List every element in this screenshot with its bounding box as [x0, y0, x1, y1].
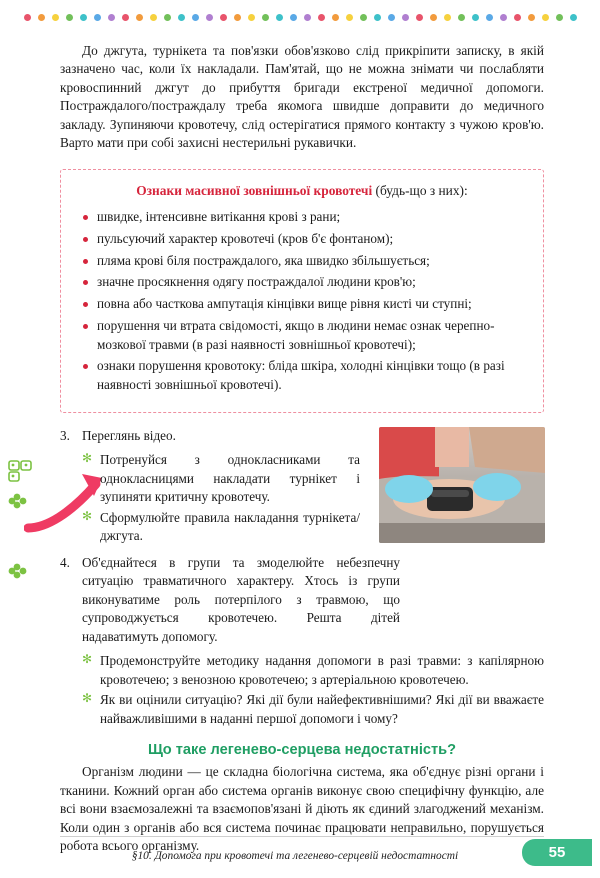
flower-bullet-icon: ✻ — [82, 508, 93, 523]
decor-dot — [66, 14, 73, 21]
decor-dot — [304, 14, 311, 21]
decor-dot — [360, 14, 367, 21]
tourniquet-photo — [379, 427, 545, 543]
task-subitem-text: Продемонструйте методику надання допомоги в разі травми: з капілярною кровотечею; з венозною кровотечею; з артеріальною кровотечею. — [100, 653, 544, 687]
callout-list-item: швидке, інтенсивне витікання крові з рани; — [77, 208, 527, 227]
task-text: Переглянь відео. — [82, 427, 176, 443]
decor-dot — [458, 14, 465, 21]
decor-dot — [430, 14, 437, 21]
decor-dot — [52, 14, 59, 21]
decor-dot — [150, 14, 157, 21]
decor-dot — [374, 14, 381, 21]
warning-callout — [60, 169, 544, 413]
callout-title-bold: Ознаки масивної зовнішньої кровотечі — [136, 182, 373, 198]
decor-dot — [262, 14, 269, 21]
page-content — [60, 42, 544, 855]
decor-dot — [388, 14, 395, 21]
decor-dot — [472, 14, 479, 21]
task-subitem — [82, 652, 544, 689]
decor-dot — [178, 14, 185, 21]
decor-dot — [570, 14, 577, 21]
decor-dot — [122, 14, 129, 21]
callout-list — [77, 208, 527, 395]
task-text: Об'єднайтеся в групи та змоделюйте небезпечну ситуацію травматичного характеру. Хтось із групи виконуватиме роль потерпілого з травмою, що супроводжується кровотечею. Решта дітей надаватимуть допомогу. — [82, 554, 400, 644]
footer-divider — [60, 836, 544, 837]
decor-dot — [80, 14, 87, 21]
decor-dot — [318, 14, 325, 21]
task-subitem-text: Як ви оцінили ситуацію? Які дії були найефективнішими? Які дії ви вважаєте найважливішими в наданні першої допомоги і чому? — [100, 692, 544, 726]
decor-dot — [528, 14, 535, 21]
task-subitem-text: Сформулюйте правила накладання турнікета/джгута. — [100, 509, 360, 544]
task-sublist — [60, 451, 360, 545]
footer-caption: §10. Допомога при кровотечі та легенево-серцевій недостатності — [131, 850, 459, 862]
flower-bullet-icon: ✻ — [82, 451, 93, 466]
decorative-dot-band — [0, 10, 600, 24]
task-item — [60, 427, 370, 546]
decor-dot — [556, 14, 563, 21]
decor-dot — [108, 14, 115, 21]
decor-dot — [416, 14, 423, 21]
task-subitem — [82, 451, 360, 506]
callout-list-item: пульсуючий характер кровотечі (кров б'є фонтаном); — [77, 230, 527, 249]
callout-list-item: ознаки порушення кровотоку: бліда шкіра, холодні кінцівки тощо (в разі наявності зовнішньої кровотечі). — [77, 357, 527, 394]
decor-dot — [192, 14, 199, 21]
flower-bullet-icon: ✻ — [82, 652, 93, 667]
decor-dot — [332, 14, 339, 21]
task-subitem-text: Потренуйся з однокласниками та однокласницями накладати турнікет і зупиняти критичну кровотечу. — [100, 452, 360, 505]
decor-dot — [402, 14, 409, 21]
page-number: 55 — [522, 839, 592, 866]
intro-paragraph: До джгута, турнікета та пов'язки обов'язково слід прикріпити записку, в якій зазначено час, коли їх накладали. Пам'ятай, що не можна знімати чи послабляти кровоспинний джгут до прибуття бригади екстреної медичної допомоги. Постраждалого/постраждалу треба якомога швидше доправити до медичного закладу. Зупиняючи кровотечу, слід остерігатися прямого контакту з чужою кров'ю. Варто мати при собі захисні нестерильні рукавички. — [60, 43, 544, 151]
task-number: 4. — [60, 554, 70, 570]
decor-dot — [38, 14, 45, 21]
callout-list-item: значне просякнення одягу постраждалої людини кров'ю; — [77, 273, 527, 292]
section-paragraph: Організм людини — це складна біологічна система, яка об'єднує різні органи і тканини. Кожний орган або система органів виконує свою специфічну функцію, але всі вони взаємозалежні та взаємопов'язані й діють як єдиний злагоджений механізм. Коли один з органів або вся система починає працювати неправильно, порушується робота всього організму. — [60, 764, 544, 853]
callout-list-item: пляма крові біля постраждалого, яка швидко збільшується; — [77, 252, 527, 271]
decor-dot — [486, 14, 493, 21]
decor-dot — [444, 14, 451, 21]
callout-list-item: повна або часткова ампутація кінцівки вище рівня кисті чи ступні; — [77, 295, 527, 314]
decor-dot — [500, 14, 507, 21]
page — [0, 34, 600, 878]
decor-dot — [514, 14, 521, 21]
callout-title — [77, 182, 527, 199]
callout-list-item: порушення чи втрата свідомості, якщо в людини немає ознак черепно-мозкової травми (в разі наявності зовнішньої кровотечі); — [77, 317, 527, 354]
decor-dot — [248, 14, 255, 21]
task-sublist — [60, 652, 544, 728]
task-text-row — [60, 427, 370, 445]
task-text-row — [60, 554, 400, 646]
decor-dot — [290, 14, 297, 21]
decor-dot — [94, 14, 101, 21]
decor-dot — [234, 14, 241, 21]
task-subitem — [82, 509, 360, 546]
flower-icon-2 — [8, 562, 34, 588]
section-heading: Що таке легенево-серцева недостатність? — [147, 742, 457, 759]
tasks-block — [60, 427, 544, 728]
task-subitem — [82, 691, 544, 728]
decor-dot — [24, 14, 31, 21]
decor-dot — [164, 14, 171, 21]
decor-dot — [136, 14, 143, 21]
decor-dot — [220, 14, 227, 21]
callout-title-rest: (будь-що з них): — [372, 182, 468, 198]
decor-dot — [206, 14, 213, 21]
flower-bullet-icon: ✻ — [82, 691, 93, 706]
task-item — [60, 554, 544, 728]
task-number: 3. — [60, 427, 70, 443]
decor-dot — [542, 14, 549, 21]
decor-dot — [346, 14, 353, 21]
decor-dot — [276, 14, 283, 21]
